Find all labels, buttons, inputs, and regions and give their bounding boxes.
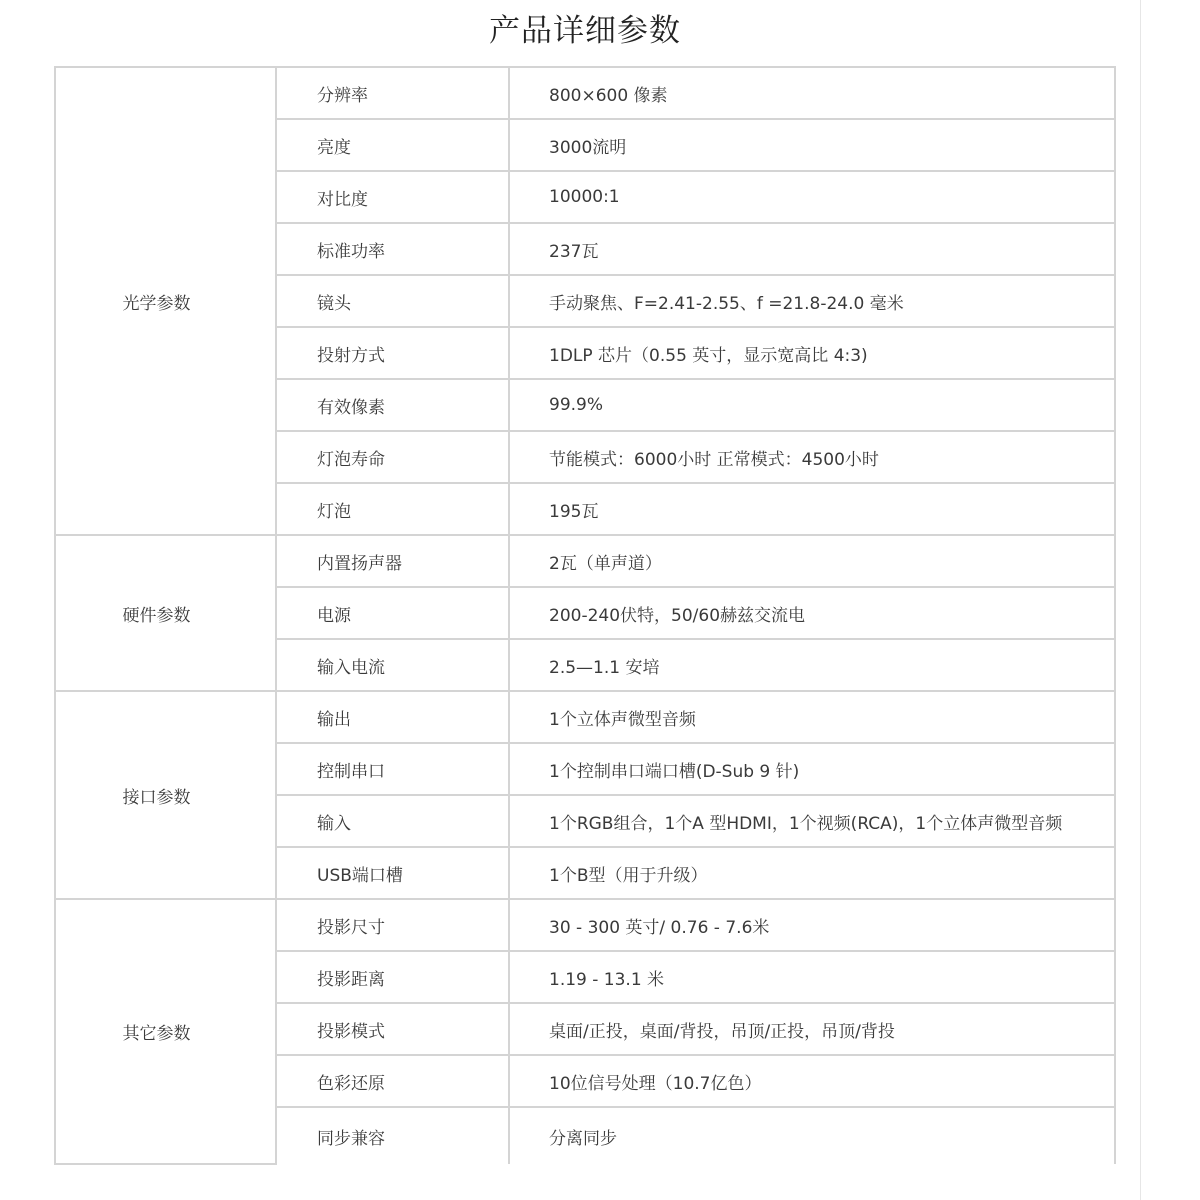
group-label-other: 其它参数 xyxy=(55,899,276,1164)
param-value: 节能模式：6000小时 正常模式：4500小时 xyxy=(509,431,1115,483)
param-name: 投射方式 xyxy=(276,327,509,379)
param-value: 1个B型（用于升级） xyxy=(509,847,1115,899)
group-label-optical: 光学参数 xyxy=(55,67,276,535)
param-name: 投影模式 xyxy=(276,1003,509,1055)
page-title: 产品详细参数 xyxy=(489,13,681,49)
param-value: 2.5—1.1 安培 xyxy=(509,639,1115,691)
param-name: 色彩还原 xyxy=(276,1055,509,1107)
param-name: 输出 xyxy=(276,691,509,743)
param-name: 电源 xyxy=(276,587,509,639)
param-value: 200-240伏特，50/60赫兹交流电 xyxy=(509,587,1115,639)
param-value: 800×600 像素 xyxy=(509,67,1115,119)
spec-table xyxy=(54,66,1116,1165)
param-value: 10000:1 xyxy=(509,171,1115,223)
param-value: 1个控制串口端口槽(D-Sub 9 针) xyxy=(509,743,1115,795)
param-name: 投影距离 xyxy=(276,951,509,1003)
param-value: 237瓦 xyxy=(509,223,1115,275)
param-name: 投影尺寸 xyxy=(276,899,509,951)
table-row xyxy=(55,899,1115,951)
param-value: 桌面/正投，桌面/背投，吊顶/正投，吊顶/背投 xyxy=(509,1003,1115,1055)
param-name: 灯泡寿命 xyxy=(276,431,509,483)
table-row xyxy=(55,535,1115,587)
param-value: 30 - 300 英寸/ 0.76 - 7.6米 xyxy=(509,899,1115,951)
param-name: 对比度 xyxy=(276,171,509,223)
param-name: 标准功率 xyxy=(276,223,509,275)
param-name: 内置扬声器 xyxy=(276,535,509,587)
param-value: 分离同步 xyxy=(509,1107,1115,1164)
param-value: 1个立体声微型音频 xyxy=(509,691,1115,743)
param-value: 195瓦 xyxy=(509,483,1115,535)
param-value: 99.9% xyxy=(509,379,1115,431)
param-name: 输入 xyxy=(276,795,509,847)
param-value: 10位信号处理（10.7亿色） xyxy=(509,1055,1115,1107)
param-name: USB端口槽 xyxy=(276,847,509,899)
param-value: 1.19 - 13.1 米 xyxy=(509,951,1115,1003)
param-name: 控制串口 xyxy=(276,743,509,795)
param-name: 同步兼容 xyxy=(276,1107,509,1164)
param-value: 2瓦（单声道） xyxy=(509,535,1115,587)
param-value: 1DLP 芯片（0.55 英寸，显示宽高比 4:3) xyxy=(509,327,1115,379)
group-label-hardware: 硬件参数 xyxy=(55,535,276,691)
right-divider xyxy=(1140,0,1141,1200)
group-label-interface: 接口参数 xyxy=(55,691,276,899)
param-value: 手动聚焦、F=2.41-2.55、f =21.8-24.0 毫米 xyxy=(509,275,1115,327)
table-row xyxy=(55,67,1115,119)
param-name: 灯泡 xyxy=(276,483,509,535)
param-name: 输入电流 xyxy=(276,639,509,691)
param-value: 3000流明 xyxy=(509,119,1115,171)
param-name: 亮度 xyxy=(276,119,509,171)
param-value: 1个RGB组合，1个A 型HDMI，1个视频(RCA)，1个立体声微型音频 xyxy=(509,795,1115,847)
table-row xyxy=(55,691,1115,743)
param-name: 分辨率 xyxy=(276,67,509,119)
param-name: 镜头 xyxy=(276,275,509,327)
param-name: 有效像素 xyxy=(276,379,509,431)
